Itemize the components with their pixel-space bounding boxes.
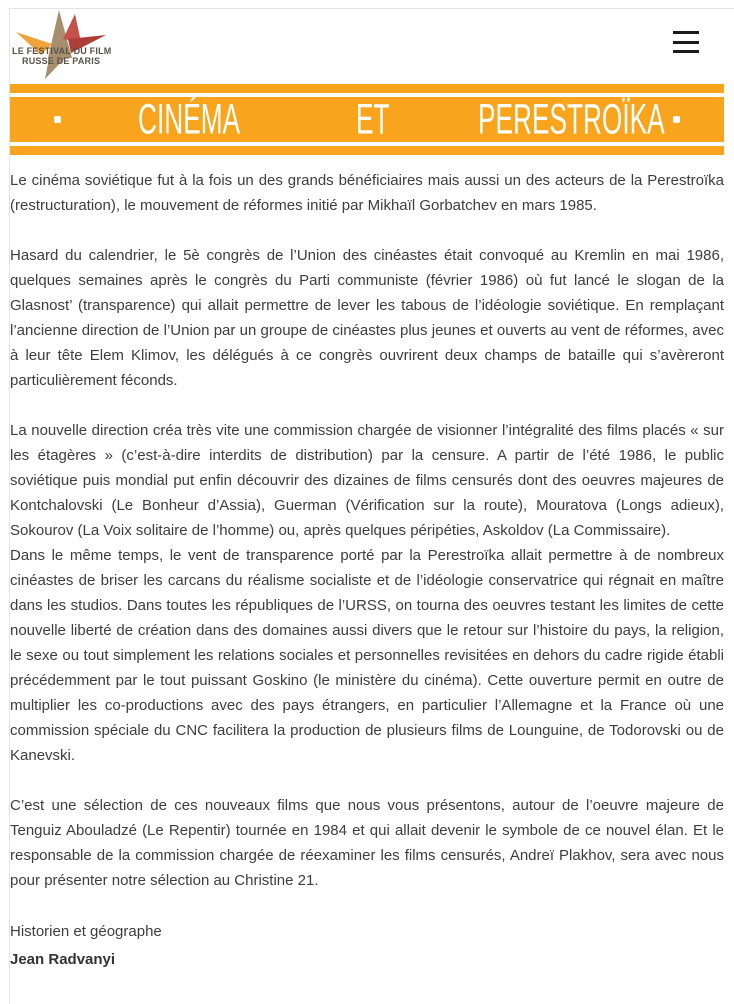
festival-logo-link[interactable] <box>12 8 114 82</box>
banner-band <box>10 94 724 143</box>
article-body <box>10 168 724 974</box>
paragraph-selection: C’est une sélection de ces nouveaux films que nous vous présentons, autour de l’oeuvre majeure de Tenguiz Abouladzé (Le Repentir) tournée en 1984 et qui allait devenir le symbole de ce nouvel élan. Et le responsable de la commission chargée de réexaminer les films censurés, Andreï Plakhov, sera avec nous pour présenter notre sélection au Christine 21. <box>10 797 724 889</box>
page-title-word-1: CINÉMA <box>138 94 241 143</box>
author-signature <box>10 918 724 974</box>
banner-dot-right <box>673 116 680 123</box>
banner-dot-left <box>54 116 61 123</box>
hamburger-bar <box>673 31 699 34</box>
hamburger-menu-icon[interactable] <box>673 31 699 53</box>
page-title-word-2: ET <box>356 94 390 143</box>
banner-strip-top <box>10 84 724 93</box>
page-title-word-3: PERESTROÏKA <box>478 94 665 143</box>
banner-strip-bottom <box>10 146 724 155</box>
author-role: Historien et géographe <box>10 923 162 940</box>
paragraph-transparence: Dans le même temps, le vent de transparence porté par la Perestroïka allait permettre à de nombreux cinéastes de briser les carcans du réalisme socialiste et de l’idéologie conservatrice qui régnait en maître dans les studios. Dans toutes les républiques de l’URSS, on tourna des oeuvres testant les limites de cette nouvelle liberté de création dans des domaines aussi divers que le retour sur l’histoire du pays, la religion, le sexe ou tout simplement les relations sociales et personnelles revisitées en dehors du cadre rigide établi précédemment par le tout puissant Goskino (le ministère du cinéma). Cette ouverture permit en outre de multiplier les co-productions avec des pays étrangers, en particulier l’Allemagne et la France où une commission spéciale du CNC facilitera la production de plusieurs films de Lounguine, de Todorovski ou de Kanevski. <box>10 547 724 764</box>
paragraph-intro: Le cinéma soviétique fut à la fois un des grands bénéficiaires mais aussi un des acteurs de la Perestroïka (restructuration), le mouvement de réformes initié par Mikhaïl Gorbatchev en mars 1985. <box>10 172 724 214</box>
logo-wordmark <box>12 46 114 66</box>
paragraph-commission: La nouvelle direction créa très vite une commission chargée de visionner l’intégralité des films placés « sur les étagères » (c’est-à-dire interdits de distribution) par la censure. A partir de l’été 1986, le public soviétique puis mondial put enfin découvrir des dizaines de films censurés dont des oeuvres majeures de Kontchalovski (Le Bonheur d’Assia), Guerman (Vérification sur la route), Mouratova (Longs adieux), Sokourov (La Voix solitaire de l’homme) ou, après quelques péripéties, Askoldov (La Commissaire). <box>10 422 724 539</box>
author-name: Jean Radvanyi <box>10 951 116 968</box>
hamburger-bar <box>673 50 699 53</box>
hamburger-bar <box>673 41 699 44</box>
title-banner <box>10 84 724 155</box>
logo-line-2: RUSSE DE PARIS <box>22 56 101 66</box>
logo-line-1: LE FESTIVAL DU FILM <box>12 46 112 56</box>
paragraph-congres: Hasard du calendrier, le 5è congrès de l’Union des cinéastes était convoqué au Kremlin en mai 1986, quelques semaines après le congrès du Parti communiste (février 1986) où fut lancé le slogan de la Glasnost’ (transparence) qui allait permettre de lever les tabous de l’idéologie soviétique. En remplaçant l’ancienne direction de l’Union par un groupe de cinéastes plus jeunes et ouverts au vent de réformes, avec à leur tête Elem Klimov, les délégués à ce congrès ouvrirent deux champs de bataille qui s’avèreront particulièrement féconds. <box>10 247 724 389</box>
